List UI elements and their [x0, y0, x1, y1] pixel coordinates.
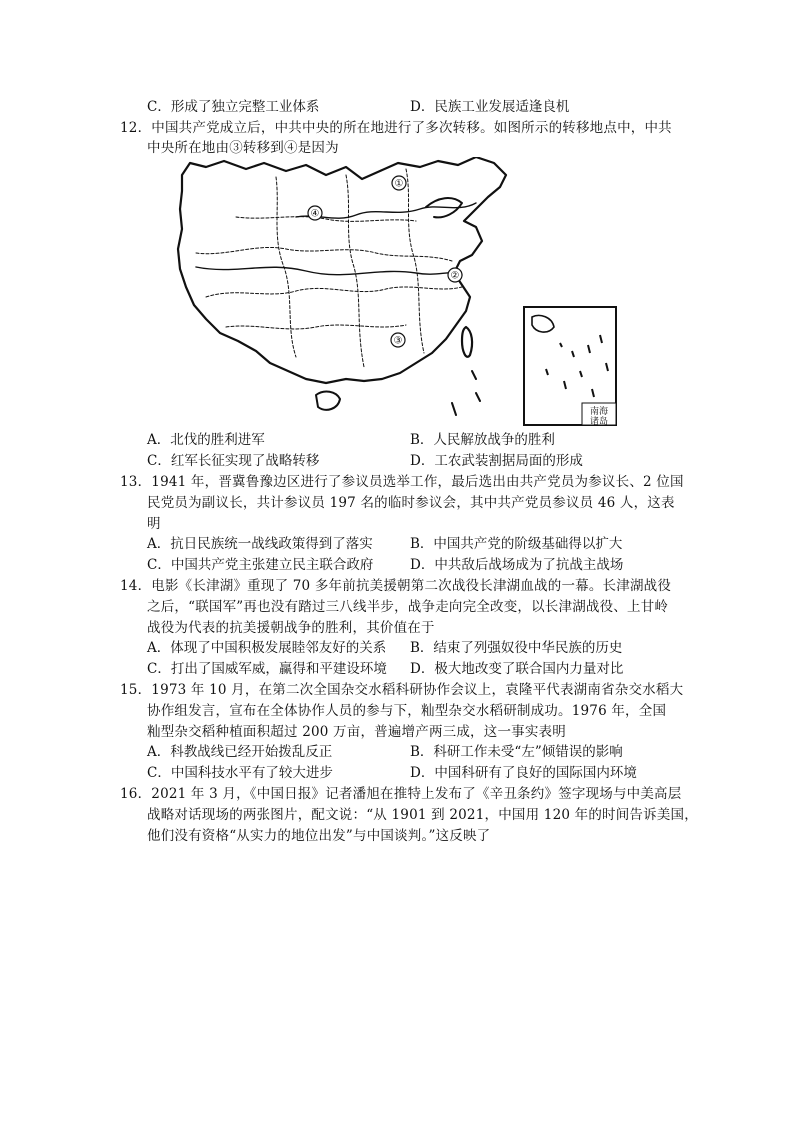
q14-stem-line1: 14．电影《长津湖》重现了 70 多年前抗美援朝第二次战役长津湖血战的一幕。长津湖战役: [120, 578, 672, 594]
q13-option-d: D．中共敌后战场成为了抗战主战场: [410, 557, 624, 573]
q12-option-a: A．北伐的胜利进军: [147, 432, 265, 448]
marker-3-label: ③: [393, 335, 403, 347]
q13-stem-line3: 明: [147, 516, 161, 532]
q16-stem-line3: 他们没有资格“从实力的地位出发”与中国谈判。”这反映了: [147, 828, 491, 844]
q15-stem-line2: 协作组发言，宣布在全体协作人员的参与下，籼型杂交水稻研制成功。1976 年，全国: [147, 703, 667, 719]
q13-stem-line1: 13．1941 年，晋冀鲁豫边区进行了参议员选举工作，最后选出由共产党员为参议长、2 位国: [120, 474, 684, 490]
q13-option-a: A．抗日民族统一战线政策得到了落实: [147, 536, 373, 552]
q13-option-b: B．中国共产党的阶级基础得以扩大: [410, 536, 623, 552]
q14-option-a: A．体现了中国积极发展睦邻友好的关系: [147, 640, 387, 656]
inset-label-bottom: 诸岛: [589, 417, 609, 427]
q16-stem-line2: 战略对话现场的两张图片，配文说：“从 1901 到 2021，中国用 120 年的时间告诉美国，: [147, 807, 698, 823]
q14-option-c: C．打出了国威军威，赢得和平建设环境: [147, 661, 387, 677]
q15-option-a: A．科教战线已经开始拨乱反正: [147, 744, 333, 760]
q13-option-c: C．中国共产党主张建立民主联合政府: [147, 557, 374, 573]
q14-stem-line3: 战役为代表的抗美援朝战争的胜利，其价值在于: [147, 620, 435, 636]
q14-option-b: B．结束了列强奴役中华民族的历史: [410, 640, 623, 656]
hainan-island: [316, 392, 340, 410]
q15-option-c: C．中国科技水平有了较大进步: [147, 765, 333, 781]
q11-option-c: C．形成了独立完整工业体系: [147, 99, 320, 115]
q12-option-c: C．红军长征实现了战略转移: [147, 453, 320, 469]
q15-option-b: B．科研工作未受“左”倾错误的影响: [410, 744, 623, 760]
q12-option-d: D．工农武装割据局面的形成: [410, 453, 583, 469]
q15-stem-line3: 籼型杂交稻种植面积超过 200 万亩，普遍增产两三成，这一事实表明: [147, 724, 566, 740]
china-map-figure: [176, 157, 618, 427]
q14-option-d: D．极大地改变了联合国内力量对比: [410, 661, 624, 677]
q12-option-b: B．人民解放战争的胜利: [410, 432, 555, 448]
q12-stem-line1: 12．中国共产党成立后，中共中央的所在地进行了多次转移。如图所示的转移地点中，中共: [120, 120, 672, 136]
q14-stem-line2: 之后，“联国军”再也没有踏过三八线半步，战争走向完全改变，以长津湖战役、上甘岭: [147, 599, 669, 615]
marker-4-label: ④: [310, 208, 320, 220]
q12-stem-line2: 中央所在地由③转移到④是因为: [147, 140, 339, 156]
q15-option-d: D．中国科研有了良好的国际国内环境: [410, 765, 637, 781]
q15-stem-line1: 15．1973 年 10 月，在第二次全国杂交水稻科研协作会议上，袁隆平代表湖南省杂交水稻大: [120, 682, 684, 698]
q13-stem-line2: 民党员为副议长，共计参议员 197 名的临时参议会，其中共产党员参议员 46 人，这表: [147, 495, 675, 511]
q16-stem-line1: 16．2021 年 3 月，《中国日报》记者潘旭在推特上发布了《辛丑条约》签字现场与中美高层: [120, 786, 682, 802]
taiwan-island: [462, 327, 472, 357]
marker-2-label: ②: [450, 270, 460, 282]
marker-1-label: ①: [394, 178, 404, 190]
south-sea-inset: [524, 307, 616, 427]
inset-label-top: 南海: [589, 407, 609, 417]
q11-option-d: D．民族工业发展适逢良机: [410, 99, 570, 115]
